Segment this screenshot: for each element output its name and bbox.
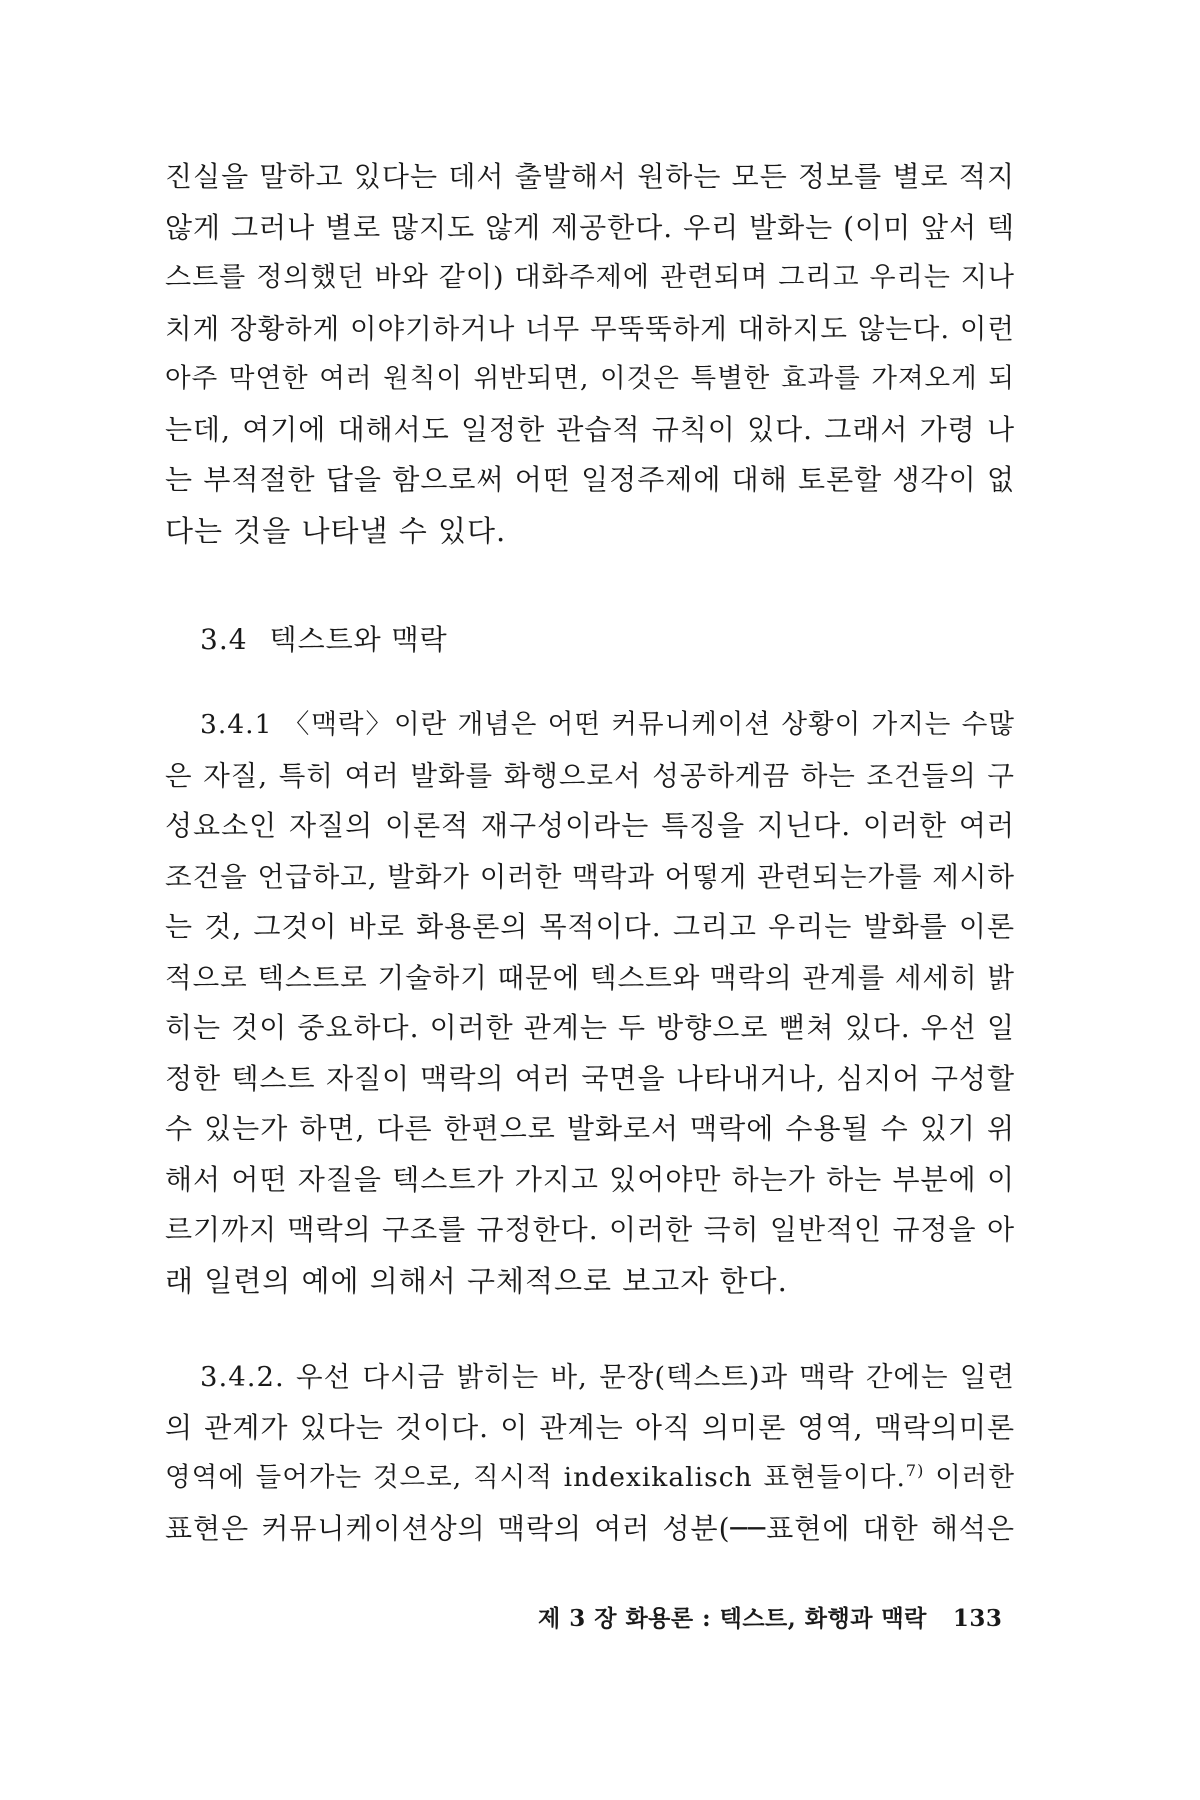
text-line: 래 일련의 예에 의해서 구체적으로 보고자 한다. [165,1263,788,1298]
section-number: 3.4 [200,623,248,656]
section-heading [200,618,448,658]
running-footer [538,1600,1003,1633]
text-line: 의 관계가 있다는 것이다. 이 관계는 아직 의미론 영역, 맥락의미론 [165,1410,1015,1444]
text-line: 않게 그러나 별로 많지도 않게 제공한다. 우리 발화는 (이미 앞서 텍 [165,210,1016,244]
text-line: 조건을 언급하고, 발화가 이러한 맥락과 어떻게 관련되는가를 제시하 [165,860,1015,893]
text-line: 스트를 정의했던 바와 같이) 대화주제에 관련되며 그리고 우리는 지나 [165,262,1015,293]
text-line: 는 것, 그것이 바로 화용론의 목적이다. 그리고 우리는 발화를 이론 [165,910,1015,943]
chapter-title: 제 3 장 화용론 : 텍스트, 화행과 맥락 [538,1605,927,1632]
paragraph-1 [165,152,1015,556]
page-number: 133 [952,1605,1003,1632]
text-line: 3.4.2. 우선 다시금 밝히는 바, 문장(텍스트)과 맥락 간에는 일련 [200,1361,1015,1393]
text-line: 정한 텍스트 자질이 맥락의 여러 국면을 나타내거나, 심지어 구성할 [165,1061,1015,1095]
text-line: 는데, 여기에 대해서도 일정한 관습적 규칙이 있다. 그래서 가령 나 [165,412,1015,446]
text-line: 은 자질, 특히 여러 발화를 화행으로서 성공하게끔 하는 조건들의 구 [165,759,1015,792]
text-line: 아주 막연한 여러 원칙이 위반되면, 이것은 특별한 효과를 가져오게 되 [165,363,1015,394]
text-line: 성요소인 자질의 이론적 재구성이라는 특징을 지닌다. 이러한 여러 [165,809,1015,842]
text-line: 수 있는가 하면, 다른 한편으로 발화로서 맥락에 수용될 수 있기 위 [165,1112,1015,1145]
text-line: 표현은 커뮤니케이션상의 맥락의 여러 성분(──표현에 대한 해석은 [165,1511,1015,1545]
paragraph-3-4-1 [165,700,1015,1306]
text-line-with-footnote [165,1453,1015,1504]
text-line: 치게 장황하게 이야기하거나 너무 무뚝뚝하게 대하지도 않는다. 이런 [165,312,1015,345]
text-line: 3.4.1 〈맥락〉이란 개념은 어떤 커뮤니케이션 상황이 가지는 수많 [200,709,1015,740]
text-line: 적으로 텍스트로 기술하기 때문에 텍스트와 맥락의 관계를 세세히 밝 [165,961,1015,994]
text-line: 해서 어떤 자질을 텍스트가 가지고 있어야만 하는가 하는 부분에 이 [165,1162,1015,1196]
text-line: 히는 것이 중요하다. 이러한 관계는 두 방향으로 뻗쳐 있다. 우선 일 [165,1011,1015,1044]
section-title: 텍스트와 맥락 [269,623,448,656]
text-segment: 영역에 들어가는 것으로, 직시적 indexikalisch 표현들이다. [165,1462,906,1493]
footnote-marker[interactable]: 7) [905,1461,925,1481]
text-line: 다는 것을 나타낼 수 있다. [165,513,507,548]
text-line: 진실을 말하고 있다는 데서 출발해서 원하는 모든 정보를 별로 적지 [165,160,1015,193]
text-segment: 이러한 [924,1462,1015,1493]
paragraph-3-4-2 [165,1352,1015,1554]
text-line: 는 부적절한 답을 함으로써 어떤 일정주제에 대해 토론할 생각이 없 [165,463,1015,496]
text-line: 르기까지 맥락의 구조를 규정한다. 이러한 극히 일반적인 규정을 아 [165,1213,1015,1246]
